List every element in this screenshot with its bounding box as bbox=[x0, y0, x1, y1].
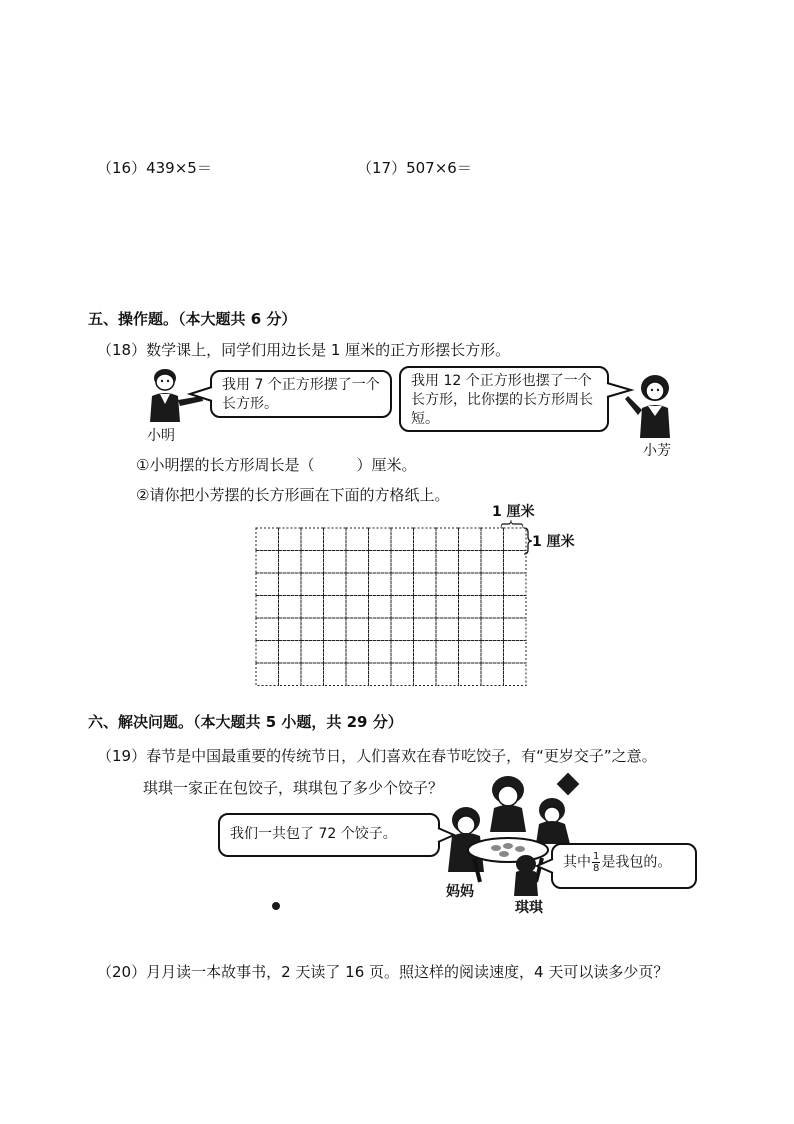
fraction-denominator: 8 bbox=[593, 863, 600, 874]
grid-cell[interactable] bbox=[279, 528, 302, 551]
question-18-sub1 bbox=[136, 455, 416, 475]
xiaoming-speech-bubble bbox=[210, 370, 392, 418]
xiaoming-speech-text: 我用 7 个正方形摆了一个长方形。 bbox=[222, 377, 380, 412]
mom-speech-text: 我们一共包了 72 个饺子。 bbox=[230, 826, 397, 842]
section-6-title: 六、解决问题。（本大题共 5 小题，共 29 分） bbox=[88, 713, 403, 731]
grid-cell[interactable] bbox=[391, 663, 414, 686]
grid-cell[interactable] bbox=[504, 618, 527, 641]
fraction-one-eighth bbox=[592, 851, 600, 874]
grid-cell[interactable] bbox=[346, 663, 369, 686]
xiaoming-bubble-tail bbox=[188, 385, 214, 403]
grid-cell[interactable] bbox=[324, 596, 347, 619]
grid-cell[interactable] bbox=[391, 573, 414, 596]
grid-cell[interactable] bbox=[504, 528, 527, 551]
qiqi-speech-suffix: 是我包的。 bbox=[601, 854, 672, 871]
question-19-line2: 琪琪一家正在包饺子，琪琪包了多少个饺子？ bbox=[143, 779, 444, 797]
question-18-sub2: ②请你把小芳摆的长方形画在下面的方格纸上。 bbox=[136, 486, 450, 504]
grid-cell[interactable] bbox=[459, 596, 482, 619]
qiqi-bubble-tail bbox=[535, 857, 555, 875]
grid-cell[interactable] bbox=[481, 663, 504, 686]
grid-cell[interactable] bbox=[459, 618, 482, 641]
grid-cell[interactable] bbox=[346, 641, 369, 664]
xiaofang-illustration bbox=[622, 372, 682, 440]
grid-cell[interactable] bbox=[504, 641, 527, 664]
question-17: （17）507×6＝ bbox=[357, 159, 472, 177]
grid-cell[interactable] bbox=[504, 663, 527, 686]
grid-cell[interactable] bbox=[481, 573, 504, 596]
grid-cell[interactable] bbox=[324, 641, 347, 664]
grid-cell[interactable] bbox=[346, 551, 369, 574]
grid-cell[interactable] bbox=[324, 663, 347, 686]
grid-cell[interactable] bbox=[459, 663, 482, 686]
grid-cell[interactable] bbox=[481, 551, 504, 574]
grid-cell[interactable] bbox=[256, 573, 279, 596]
grid-cell[interactable] bbox=[414, 663, 437, 686]
xiaoming-name: 小明 bbox=[147, 428, 175, 444]
grid-cell[interactable] bbox=[256, 596, 279, 619]
question-20: （20）月月读一本故事书，2 天读了 16 页。照这样的阅读速度，4 天可以读多少页？ bbox=[97, 963, 669, 981]
qiqi-speech-prefix: 其中 bbox=[563, 854, 591, 871]
grid-cell[interactable] bbox=[436, 596, 459, 619]
ink-spot bbox=[270, 900, 282, 912]
qiqi-name: 琪琪 bbox=[515, 900, 543, 916]
grid-cell[interactable] bbox=[391, 618, 414, 641]
grid-cell[interactable] bbox=[481, 618, 504, 641]
grid-cell[interactable] bbox=[301, 618, 324, 641]
grid-cell[interactable] bbox=[481, 528, 504, 551]
grid-cell[interactable] bbox=[459, 551, 482, 574]
grid-cell[interactable] bbox=[369, 528, 392, 551]
xiaofang-speech-bubble bbox=[399, 366, 609, 432]
grid-cell[interactable] bbox=[279, 596, 302, 619]
grid-cell[interactable] bbox=[256, 618, 279, 641]
grid-cell[interactable] bbox=[414, 528, 437, 551]
grid-cell[interactable] bbox=[369, 618, 392, 641]
grid-cell[interactable] bbox=[301, 663, 324, 686]
grid-cell[interactable] bbox=[459, 573, 482, 596]
grid-cell[interactable] bbox=[279, 641, 302, 664]
grid-cell[interactable] bbox=[436, 551, 459, 574]
grid-cell[interactable] bbox=[346, 618, 369, 641]
grid-cell[interactable] bbox=[369, 573, 392, 596]
grid-cell[interactable] bbox=[301, 528, 324, 551]
grid-cell[interactable] bbox=[256, 663, 279, 686]
grid-cell[interactable] bbox=[459, 641, 482, 664]
grid-cell[interactable] bbox=[256, 528, 279, 551]
grid-cell[interactable] bbox=[279, 663, 302, 686]
grid-cell[interactable] bbox=[504, 596, 527, 619]
grid-cell[interactable] bbox=[436, 573, 459, 596]
sub1-suffix: ）厘米。 bbox=[356, 456, 417, 474]
grid-cell[interactable] bbox=[279, 573, 302, 596]
qiqi-speech-bubble bbox=[551, 843, 697, 889]
grid-cell[interactable] bbox=[504, 551, 527, 574]
grid-cell[interactable] bbox=[301, 641, 324, 664]
mom-name: 妈妈 bbox=[446, 884, 474, 900]
xiaofang-speech-text: 我用 12 个正方形也摆了一个长方形，比你摆的长方形周长短。 bbox=[411, 373, 593, 427]
grid-cell[interactable] bbox=[414, 551, 437, 574]
grid-cell[interactable] bbox=[301, 573, 324, 596]
grid-cell[interactable] bbox=[414, 641, 437, 664]
grid-cell[interactable] bbox=[324, 618, 347, 641]
grid-cell[interactable] bbox=[414, 596, 437, 619]
grid-cell[interactable] bbox=[391, 528, 414, 551]
grid-cell[interactable] bbox=[279, 618, 302, 641]
question-18-stem: （18）数学课上，同学们用边长是 1 厘米的正方形摆长方形。 bbox=[97, 341, 511, 359]
grid-cell[interactable] bbox=[256, 551, 279, 574]
grid-label-top: 1 厘米 bbox=[492, 504, 535, 520]
grid-cell[interactable] bbox=[279, 551, 302, 574]
grid-cell[interactable] bbox=[369, 596, 392, 619]
grid-cell[interactable] bbox=[436, 663, 459, 686]
question-16: （16）439×5＝ bbox=[97, 159, 212, 177]
section-5-title: 五、操作题。（本大题共 6 分） bbox=[88, 310, 297, 328]
grid-cell[interactable] bbox=[301, 551, 324, 574]
xiaofang-name: 小芳 bbox=[643, 443, 671, 459]
grid-cell[interactable] bbox=[481, 596, 504, 619]
grid-cell[interactable] bbox=[436, 528, 459, 551]
mom-speech-bubble bbox=[218, 813, 440, 857]
grid-cell[interactable] bbox=[346, 573, 369, 596]
grid-label-side: 1 厘米 bbox=[532, 534, 575, 550]
grid-cell[interactable] bbox=[414, 573, 437, 596]
square-grid-paper[interactable] bbox=[255, 527, 527, 691]
grid-cell[interactable] bbox=[504, 573, 527, 596]
grid-cell[interactable] bbox=[481, 641, 504, 664]
fraction-numerator: 1 bbox=[593, 851, 600, 862]
grid-cell[interactable] bbox=[391, 641, 414, 664]
grid-cell[interactable] bbox=[436, 618, 459, 641]
grid-cell[interactable] bbox=[391, 596, 414, 619]
grid-cell[interactable] bbox=[369, 641, 392, 664]
grid-cell[interactable] bbox=[324, 528, 347, 551]
grid-cell[interactable] bbox=[391, 551, 414, 574]
question-19-line1: （19）春节是中国最重要的传统节日，人们喜欢在春节吃饺子，有“更岁交子”之意。 bbox=[97, 747, 657, 765]
grid-cell[interactable] bbox=[369, 663, 392, 686]
grid-cell[interactable] bbox=[324, 573, 347, 596]
grid-cell[interactable] bbox=[324, 551, 347, 574]
grid-cell[interactable] bbox=[346, 596, 369, 619]
grid-cell[interactable] bbox=[436, 641, 459, 664]
grid-cell[interactable] bbox=[256, 641, 279, 664]
grid-cell[interactable] bbox=[346, 528, 369, 551]
grid-cell[interactable] bbox=[301, 596, 324, 619]
grid-cell[interactable] bbox=[369, 551, 392, 574]
sub1-prefix: ①小明摆的长方形周长是（ bbox=[136, 456, 315, 474]
grid-cell[interactable] bbox=[414, 618, 437, 641]
grid-cell[interactable] bbox=[459, 528, 482, 551]
